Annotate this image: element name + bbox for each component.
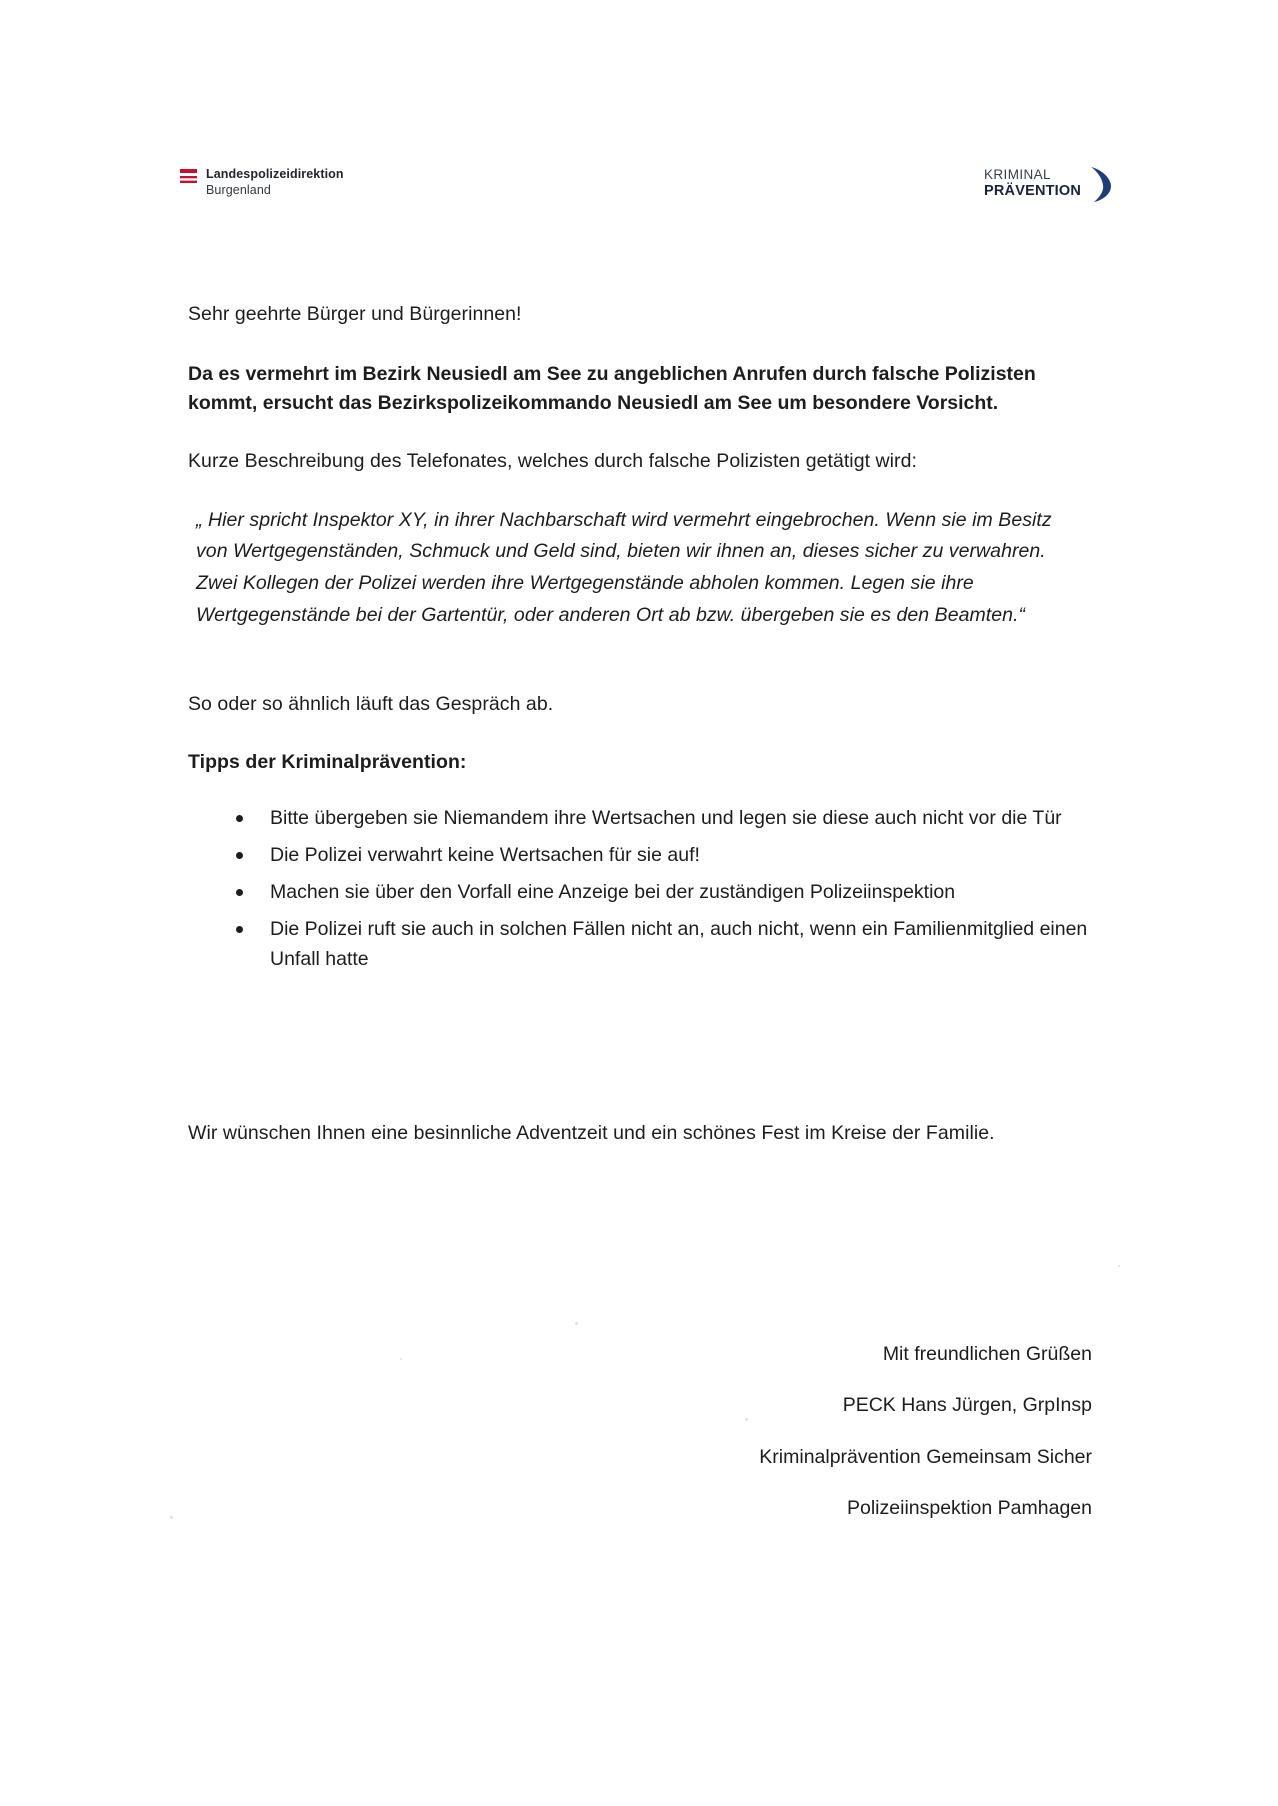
kriminalpraevention-logo bbox=[984, 163, 1113, 204]
list-item-text: Die Polizei verwahrt keine Wertsachen für sie auf! bbox=[270, 843, 700, 866]
logo-org-region: Burgenland bbox=[206, 183, 271, 197]
scan-speck bbox=[745, 1418, 748, 1421]
austria-flag-icon bbox=[180, 169, 197, 183]
kp-logo-line2: PRÄVENTION bbox=[984, 182, 1082, 199]
signature-department: Kriminalprävention Gemeinsam Sicher bbox=[759, 1445, 1092, 1468]
bullet-icon bbox=[236, 926, 243, 933]
signature-block bbox=[188, 1340, 1092, 1523]
greeting-paragraph: Sehr geehrte Bürger und Bürgerinnen! bbox=[188, 303, 522, 325]
kriminalpraevention-logo-text bbox=[984, 167, 1081, 200]
fake-call-quote: „ Hier spricht Inspektor XY, in ihrer Nachbarschaft wird vermehrt eingebrochen. Wenn sie im Besitz von Wertgegenständen, Schmuck und Geld sind, bieten wir ihnen an, dieses sicher zu verwahren. Zwei Kollegen der Polizei werden ihre Wertgegenstände abholen kommen. Legen sie ihre Wertgegenstände bei der Gartentür, oder anderen Ort ab bzw. übergeben sie es den Beamten.“ bbox=[196, 508, 1052, 627]
signature-greeting: Mit freundlichen Grüßen bbox=[882, 1343, 1092, 1365]
landespolizeidirektion-logo-text bbox=[206, 166, 344, 198]
list-item-text: Machen sie über den Vorfall eine Anzeige bei der zuständigen Polizeiinspektion bbox=[270, 881, 956, 904]
description-paragraph: Kurze Beschreibung des Telefonates, welches durch falsche Polizisten getätigt wird: bbox=[188, 449, 917, 472]
scan-speck bbox=[400, 1358, 402, 1360]
closing-paragraph: Wir wünschen Ihnen eine besinnliche Adventzeit und ein schönes Fest im Kreise der Familie. bbox=[188, 1121, 995, 1144]
letterhead bbox=[0, 0, 1278, 240]
blue-swoosh-icon bbox=[1087, 164, 1113, 204]
so-oder-so-paragraph: So oder so ähnlich läuft das Gespräch ab. bbox=[188, 693, 554, 716]
logo-org-name: Landespolizeidirektion bbox=[206, 167, 344, 181]
scan-speck bbox=[1118, 1265, 1120, 1267]
bullet-icon bbox=[236, 815, 243, 822]
scan-speck bbox=[170, 1516, 173, 1519]
signature-office: Polizeiinspektion Pamhagen bbox=[847, 1496, 1092, 1519]
list-item-text: Die Polizei ruft sie auch in solchen Fällen nicht an, auch nicht, wenn ein Familienmitglied einen Unfall hatte bbox=[270, 918, 1088, 970]
lead-bold-paragraph: Da es vermehrt im Bezirk Neusiedl am See zu angeblichen Anrufen durch falsche Polizisten kommt, ersucht das Bezirkspolizeikommando Neusiedl am See um besondere Vorsicht. bbox=[188, 362, 1036, 415]
tips-list bbox=[230, 804, 1092, 974]
signature-name: PECK Hans Jürgen, GrpInsp bbox=[842, 1394, 1092, 1417]
tips-heading: Tipps der Kriminalprävention: bbox=[188, 751, 467, 773]
bullet-icon bbox=[236, 889, 243, 896]
scan-speck bbox=[575, 1322, 578, 1325]
list-item bbox=[230, 878, 1092, 907]
letter-body bbox=[188, 300, 1092, 1149]
kp-logo-line1: KRIMINAL bbox=[984, 166, 1051, 182]
list-item-text: Bitte übergeben sie Niemandem ihre Wertsachen und legen sie diese auch nicht vor die Tür bbox=[270, 806, 1062, 829]
list-item bbox=[230, 804, 1092, 833]
landespolizeidirektion-logo bbox=[180, 166, 344, 198]
bullet-icon bbox=[236, 852, 243, 859]
list-item bbox=[230, 915, 1092, 974]
list-item bbox=[230, 841, 1092, 870]
